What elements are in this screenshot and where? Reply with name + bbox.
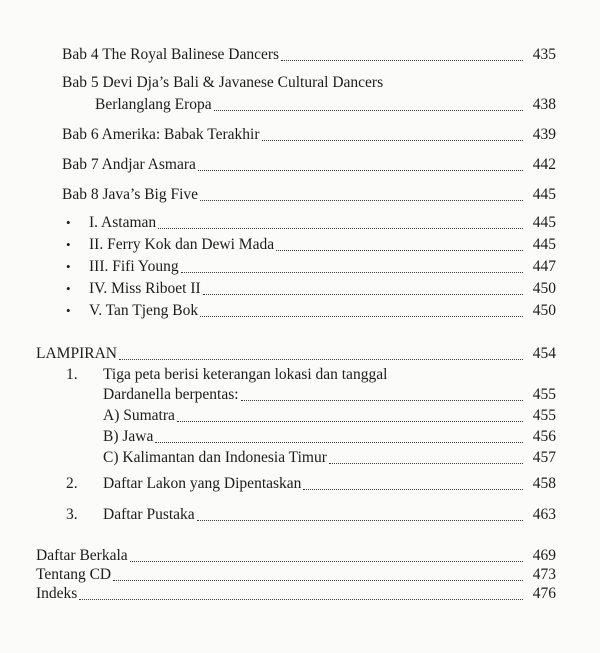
toc-entry-fifi-young xyxy=(89,256,556,276)
toc-entry-label: Bab 8 Java’s Big Five xyxy=(62,186,199,203)
toc-entry-label: Berlanglang Eropa xyxy=(95,96,212,113)
toc-entry-page: 469 xyxy=(532,547,556,564)
item-number: 1. xyxy=(66,366,78,383)
dot-leader xyxy=(262,140,523,141)
toc-entry-label: Daftar Pustaka xyxy=(103,506,195,523)
toc-entry-kalimantan xyxy=(103,447,556,467)
toc-entry-label: Indeks xyxy=(36,585,78,602)
toc-entry-page: 450 xyxy=(532,280,556,297)
item-number: 2. xyxy=(66,475,78,492)
toc-entry-page: 458 xyxy=(532,475,556,492)
bullet-icon: • xyxy=(66,259,71,274)
toc-entry-daftar-pustaka xyxy=(103,504,556,524)
toc-entry-daftar-lakon xyxy=(103,473,556,493)
toc-entry-label: V. Tan Tjeng Bok xyxy=(89,302,199,319)
toc-entry-bab-6 xyxy=(62,124,556,144)
dot-leader xyxy=(177,421,523,422)
toc-entry-label: B) Jawa xyxy=(103,428,154,445)
toc-entry-sumatra xyxy=(103,405,556,425)
toc-entry-page: 457 xyxy=(532,449,556,466)
bullet-icon: • xyxy=(66,237,71,252)
toc-entry-label: Bab 6 Amerika: Babak Terakhir xyxy=(62,126,260,143)
dot-leader xyxy=(158,228,523,229)
toc-entry-indeks xyxy=(36,583,556,603)
dot-leader xyxy=(200,316,523,317)
bullet-icon: • xyxy=(66,303,71,318)
dot-leader xyxy=(130,561,523,562)
toc-entry-page: 455 xyxy=(532,407,556,424)
toc-entry-label: Daftar Berkala xyxy=(36,547,128,564)
toc-entry-label: C) Kalimantan dan Indonesia Timur xyxy=(103,449,327,466)
toc-entry-page: 435 xyxy=(532,46,556,63)
toc-entry-label: Bab 7 Andjar Asmara xyxy=(62,156,196,173)
toc-entry-tiga-peta-line1: Tiga peta berisi keterangan lokasi dan tanggal xyxy=(103,366,388,383)
dot-leader xyxy=(329,463,523,464)
dot-leader xyxy=(119,359,523,360)
toc-entry-miss-riboet xyxy=(89,278,556,298)
toc-entry-label: Dardanella berpentas: xyxy=(103,386,239,403)
dot-leader xyxy=(281,60,523,61)
toc-entry-daftar-berkala xyxy=(36,545,556,565)
toc-entry-page: 445 xyxy=(532,186,556,203)
dot-leader xyxy=(198,170,523,171)
toc-entry-bab-5-line1: Bab 5 Devi Dja’s Bali & Javanese Cultural Dancers xyxy=(62,74,384,91)
toc-entry-label: Daftar Lakon yang Dipentaskan xyxy=(103,475,302,492)
dot-leader xyxy=(276,250,523,251)
dot-leader xyxy=(113,580,523,581)
toc-entry-tiga-peta xyxy=(103,384,556,404)
toc-entry-page: 463 xyxy=(532,506,556,523)
toc-entry-page: 438 xyxy=(532,96,556,113)
toc-entry-label: A) Sumatra xyxy=(103,407,175,424)
toc-entry-page: 445 xyxy=(532,236,556,253)
dot-leader xyxy=(200,200,523,201)
bullet-icon: • xyxy=(66,215,71,230)
toc-entry-label: II. Ferry Kok dan Dewi Mada xyxy=(89,236,275,253)
dot-leader xyxy=(181,272,523,273)
dot-leader xyxy=(155,442,522,443)
toc-entry-jawa xyxy=(103,426,556,446)
toc-entry-page: 473 xyxy=(532,566,556,583)
toc-entry-bab-8 xyxy=(62,184,556,204)
toc-entry-label: Tentang CD xyxy=(36,566,112,583)
toc-entry-label: IV. Miss Riboet II xyxy=(89,280,201,297)
dot-leader xyxy=(303,489,522,490)
toc-entry-bab-4 xyxy=(62,44,556,64)
dot-leader xyxy=(241,400,523,401)
toc-entry-ferry-kok xyxy=(89,234,556,254)
toc-entry-page: 445 xyxy=(532,214,556,231)
toc-entry-page: 447 xyxy=(532,258,556,275)
dot-leader xyxy=(79,599,522,600)
dot-leader xyxy=(214,110,523,111)
toc-entry-page: 450 xyxy=(532,302,556,319)
toc-entry-bab-7 xyxy=(62,154,556,174)
toc-entry-lampiran xyxy=(36,343,556,363)
toc-entry-tan-tjeng-bok xyxy=(89,300,556,320)
toc-entry-page: 442 xyxy=(532,156,556,173)
dot-leader xyxy=(203,294,523,295)
toc-entry-page: 439 xyxy=(532,126,556,143)
toc-entry-page: 456 xyxy=(532,428,556,445)
toc-entry-astaman xyxy=(89,212,556,232)
dot-leader xyxy=(197,520,523,521)
toc-entry-label: III. Fifi Young xyxy=(89,258,179,275)
toc-entry-page: 455 xyxy=(532,386,556,403)
toc-entry-label: I. Astaman xyxy=(89,214,157,231)
toc-entry-label: LAMPIRAN xyxy=(36,345,117,362)
toc-entry-page: 476 xyxy=(532,585,556,602)
toc-entry-tentang-cd xyxy=(36,564,556,584)
toc-entry-bab-5 xyxy=(95,94,556,114)
toc-entry-label: Bab 4 The Royal Balinese Dancers xyxy=(62,46,280,63)
bullet-icon: • xyxy=(66,281,71,296)
toc-entry-page: 454 xyxy=(532,345,556,362)
item-number: 3. xyxy=(66,506,78,523)
